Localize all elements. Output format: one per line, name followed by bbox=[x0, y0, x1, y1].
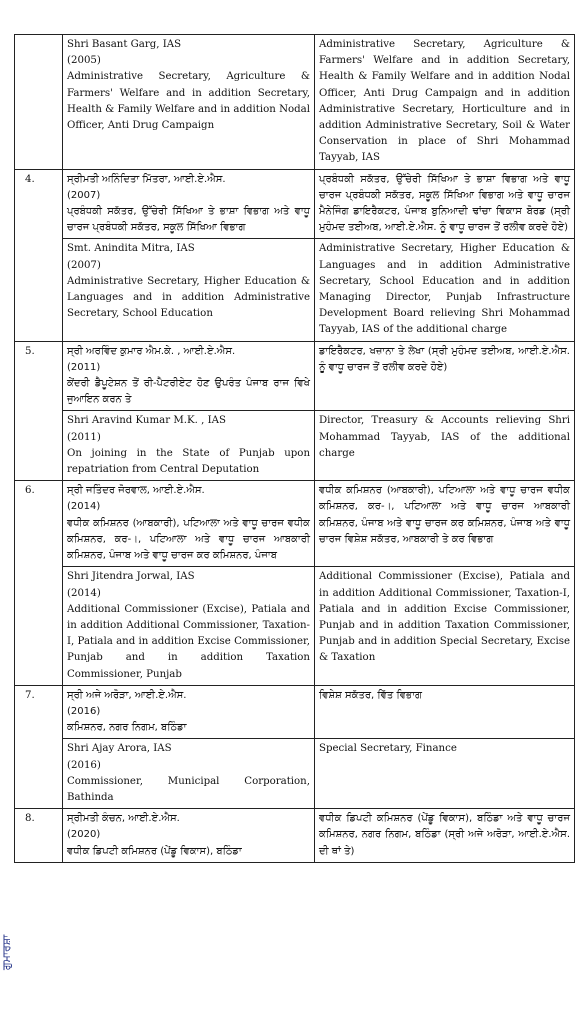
officer-name: Shri Jitendra Jorwal, IAS bbox=[67, 571, 195, 583]
officer-cell bbox=[63, 35, 315, 170]
officer-batch: (2016) bbox=[67, 759, 101, 771]
officer-name: ਸ੍ਰੀਮਤੀ ਅਨਿੰਦਿਤਾ ਮਿੱਤਰਾ, ਆਈ.ਏ.ਐਸ. bbox=[67, 173, 226, 185]
officer-batch: (2005) bbox=[67, 55, 101, 67]
new-posting-cell: Special Secretary, Finance bbox=[315, 739, 575, 809]
new-posting-cell: Director, Treasury & Accounts relieving Shri Mohammad Tayyab, IAS of the additional charge bbox=[315, 411, 575, 481]
new-posting-cell: ਵਧੀਕ ਕਮਿਸ਼ਨਰ (ਆਬਕਾਰੀ), ਪਟਿਆਲਾ ਅਤੇ ਵਾਧੂ ਚਾਰਜ ਵਧੀਕ ਕਮਿਸ਼ਨਰ, ਕਰ-।, ਪਟਿਆਲਾ ਅਤੇ ਵਾਧੂ ਚਾਰਜ ਆਬਕਾਰੀ ਕਮਿਸ਼ਨਰ, ਪੰਜਾਬ ਅਤੇ ਵਾਧੂ ਚਾਰਜ ਕਰ ਕਮਿਸ਼ਨਰ, ਪੰਜਾਬ ਅਤੇ ਵਾਧੂ ਚਾਰਜ ਵਿਸ਼ੇਸ਼ ਸਕੱਤਰ, ਆਬਕਾਰੀ ਤੇ ਕਰ ਵਿਭਾਗ bbox=[315, 481, 575, 567]
serial-number: 7. bbox=[15, 685, 63, 808]
officer-batch: (2011) bbox=[67, 361, 101, 373]
officer-name: ਸ੍ਰੀ ਜਤਿੰਦਰ ਜੋਰਵਾਲ, ਆਈ.ਏ.ਐਸ. bbox=[67, 485, 205, 497]
postings-table bbox=[14, 34, 575, 863]
table-row bbox=[15, 411, 575, 481]
officer-batch: (2014) bbox=[67, 501, 101, 513]
officer-batch: (2007) bbox=[67, 189, 101, 201]
officer-name: ਸ੍ਰੀਮਤੀ ਕੰਚਨ, ਆਈ.ਏ.ਐਸ. bbox=[67, 813, 180, 825]
officer-current-post: ਕਮਿਸ਼ਨਰ, ਨਗਰ ਨਿਗਮ, ਬਠਿੰਡਾ bbox=[67, 722, 187, 734]
officer-current-post: ਪ੍ਰਬੰਧਕੀ ਸਕੱਤਰ, ਉੱਚੇਰੀ ਸਿੱਖਿਆ ਤੇ ਭਾਸ਼ਾ ਵਿਭਾਗ ਅਤੇ ਵਾਧੂ ਚਾਰਜ ਪ੍ਰਬੰਧਕੀ ਸਕੱਤਰ, ਸਕੂਲ ਸਿੱਖਿਆ ਵਿਭਾਗ bbox=[67, 206, 310, 234]
serial-number: 8. bbox=[15, 809, 63, 863]
table-row bbox=[15, 239, 575, 341]
officer-cell bbox=[63, 567, 315, 685]
officer-current-post: On joining in the State of Punjab upon repatriation from Central Deputation bbox=[67, 447, 310, 476]
officer-current-post: ਕੇਂਦਰੀ ਡੈਪੂਟੇਸ਼ਨ ਤੋਂ ਰੀ-ਪੈਟਰੀਏਟ ਹੋਣ ਉਪਰੰਤ ਪੰਜਾਬ ਰਾਜ ਵਿਖੇ ਜੁਆਇਨ ਕਰਨ ਤੇ bbox=[67, 378, 310, 406]
new-posting-cell: ਪ੍ਰਬੰਧਕੀ ਸਕੱਤਰ, ਉੱਚੇਰੀ ਸਿੱਖਿਆ ਤੇ ਭਾਸ਼ਾ ਵਿਭਾਗ ਅਤੇ ਵਾਧੂ ਚਾਰਜ ਪ੍ਰਬੰਧਕੀ ਸਕੱਤਰ, ਸਕੂਲ ਸਿੱਖਿਆ ਵਿਭਾਗ ਅਤੇ ਵਾਧੂ ਚਾਰਜ ਮੈਨੇਜਿੰਗ ਡਾਇਰੈਕਟਰ, ਪੰਜਾਬ ਬੁਨਿਆਦੀ ਢਾਂਚਾ ਵਿਕਾਸ ਬੋਰਡ (ਸ੍ਰੀ ਮੁਹੰਮਦ ਤਈਅਬ, ਆਈ.ਏ.ਐਸ. ਨੂੰ ਵਾਧੂ ਚਾਰਜ ਤੋਂ ਰਲੀਵ ਕਰਦੇ ਹੋਏ) bbox=[315, 169, 575, 239]
new-posting-cell: ਵਧੀਕ ਡਿਪਟੀ ਕਮਿਸ਼ਨਰ (ਪੇਂਡੂ ਵਿਕਾਸ), ਬਠਿੰਡਾ ਅਤੇ ਵਾਧੂ ਚਾਰਜ ਕਮਿਸ਼ਨਰ, ਨਗਰ ਨਿਗਮ, ਬਠਿੰਡਾ (ਸ੍ਰੀ ਅਜੇ ਅਰੋੜਾ, ਆਈ.ਏ.ਐਸ. ਦੀ ਥਾਂ ਤੇ) bbox=[315, 809, 575, 863]
serial-number bbox=[15, 35, 63, 170]
officer-current-post: ਵਧੀਕ ਡਿਪਟੀ ਕਮਿਸ਼ਨਰ (ਪੇਂਡੂ ਵਿਕਾਸ), ਬਠਿੰਡਾ bbox=[67, 845, 242, 857]
transfer-orders-document bbox=[14, 34, 574, 863]
officer-cell bbox=[63, 685, 315, 739]
officer-name: Shri Ajay Arora, IAS bbox=[67, 743, 172, 755]
officer-current-post: Administrative Secretary, Agriculture & Farmers' Welfare and in addition Secretary, Health & Family Welfare and in addition Nodal Officer, Anti Drug Campaign bbox=[67, 71, 310, 132]
officer-name: Shri Aravind Kumar M.K. , IAS bbox=[67, 415, 226, 427]
new-posting-cell: Additional Commissioner (Excise), Patiala and in addition Additional Commissioner, Taxation-I, Patiala and in addition Excise Commissioner, Punjab and in addition Taxation Commissioner, Punjab and in addition Special Secretary, Excise & Taxation bbox=[315, 567, 575, 685]
officer-cell bbox=[63, 341, 315, 411]
table-row bbox=[15, 567, 575, 685]
officer-name: ਸ੍ਰੀ ਅਰਵਿੰਦ ਕੁਮਾਰ ਐਮ.ਕੇ. , ਆਈ.ਏ.ਐਸ. bbox=[67, 345, 236, 357]
officer-current-post: Additional Commissioner (Excise), Patiala and in addition Additional Commissioner, Taxation-I, Patiala and in addition Excise Commissioner, Punjab and in addition Taxation Commissioner, Punjab bbox=[67, 603, 310, 680]
officer-current-post: Administrative Secretary, Higher Education & Languages and in addition Administrative Secretary, School Education bbox=[67, 275, 310, 320]
page-top-margin bbox=[14, 0, 574, 34]
table-row bbox=[15, 169, 575, 239]
officer-batch: (2007) bbox=[67, 259, 101, 271]
officer-batch: (2011) bbox=[67, 431, 101, 443]
table-row bbox=[15, 685, 575, 739]
officer-cell bbox=[63, 809, 315, 863]
officer-cell bbox=[63, 239, 315, 341]
officer-batch: (2014) bbox=[67, 587, 101, 599]
table-row bbox=[15, 481, 575, 567]
officer-current-post: ਵਧੀਕ ਕਮਿਸ਼ਨਰ (ਆਬਕਾਰੀ), ਪਟਿਆਲਾ ਅਤੇ ਵਾਧੂ ਚਾਰਜ ਵਧੀਕ ਕਮਿਸ਼ਨਰ, ਕਰ-।, ਪਟਿਆਲਾ ਅਤੇ ਵਾਧੂ ਚਾਰਜ ਆਬਕਾਰੀ ਕਮਿਸ਼ਨਰ, ਪੰਜਾਬ ਅਤੇ ਵਾਧੂ ਚਾਰਜ ਕਰ ਕਮਿਸ਼ਨਰ, ਪੰਜਾਬ bbox=[67, 517, 310, 562]
officer-cell bbox=[63, 481, 315, 567]
officer-cell bbox=[63, 169, 315, 239]
officer-cell bbox=[63, 411, 315, 481]
handwritten-signature: ਗੁਮਾਰਸ਼ਾ bbox=[0, 934, 13, 970]
serial-number: 6. bbox=[15, 481, 63, 685]
officer-batch: (2020) bbox=[67, 829, 101, 841]
new-posting-cell: Administrative Secretary, Higher Education & Languages and in addition Administrative Secretary, School Education and in addition Managing Director, Punjab Infrastructure Development Board relieving Shri Mohammad Tayyab, IAS of the additional charge bbox=[315, 239, 575, 341]
table-row bbox=[15, 739, 575, 809]
serial-number: 5. bbox=[15, 341, 63, 481]
new-posting-cell: Administrative Secretary, Agriculture & Farmers' Welfare and in addition Secretary, Health & Family Welfare and in addition Nodal Officer, Anti Drug Campaign and in addition Administrative Secretary, Horticulture and in addition Administrative Secretary, Soil & Water Conservation in place of Shri Mohammad Tayyab, IAS bbox=[315, 35, 575, 170]
serial-number: 4. bbox=[15, 169, 63, 341]
officer-name: Smt. Anindita Mitra, IAS bbox=[67, 243, 195, 255]
table-row bbox=[15, 341, 575, 411]
new-posting-cell: ਵਿਸ਼ੇਸ਼ ਸਕੱਤਰ, ਵਿੱਤ ਵਿਭਾਗ bbox=[315, 685, 575, 739]
table-row bbox=[15, 35, 575, 170]
officer-cell bbox=[63, 739, 315, 809]
officer-name: ਸ੍ਰੀ ਅਜੇ ਅਰੋੜਾ, ਆਈ.ਏ.ਐਸ. bbox=[67, 689, 187, 701]
officer-name: Shri Basant Garg, IAS bbox=[67, 39, 182, 50]
officer-batch: (2016) bbox=[67, 705, 101, 717]
officer-current-post: Commissioner, Municipal Corporation, Bathinda bbox=[67, 775, 310, 803]
new-posting-cell: ਡਾਇਰੈਕਟਰ, ਖਜ਼ਾਨਾ ਤੇ ਲੇਖਾ (ਸ੍ਰੀ ਮੁਹੰਮਦ ਤਈਅਬ, ਆਈ.ਏ.ਐਸ. ਨੂੰ ਵਾਧੂ ਚਾਰਜ ਤੋਂ ਰਲੀਵ ਕਰਦੇ ਹੋਏ) bbox=[315, 341, 575, 411]
table-row bbox=[15, 809, 575, 863]
